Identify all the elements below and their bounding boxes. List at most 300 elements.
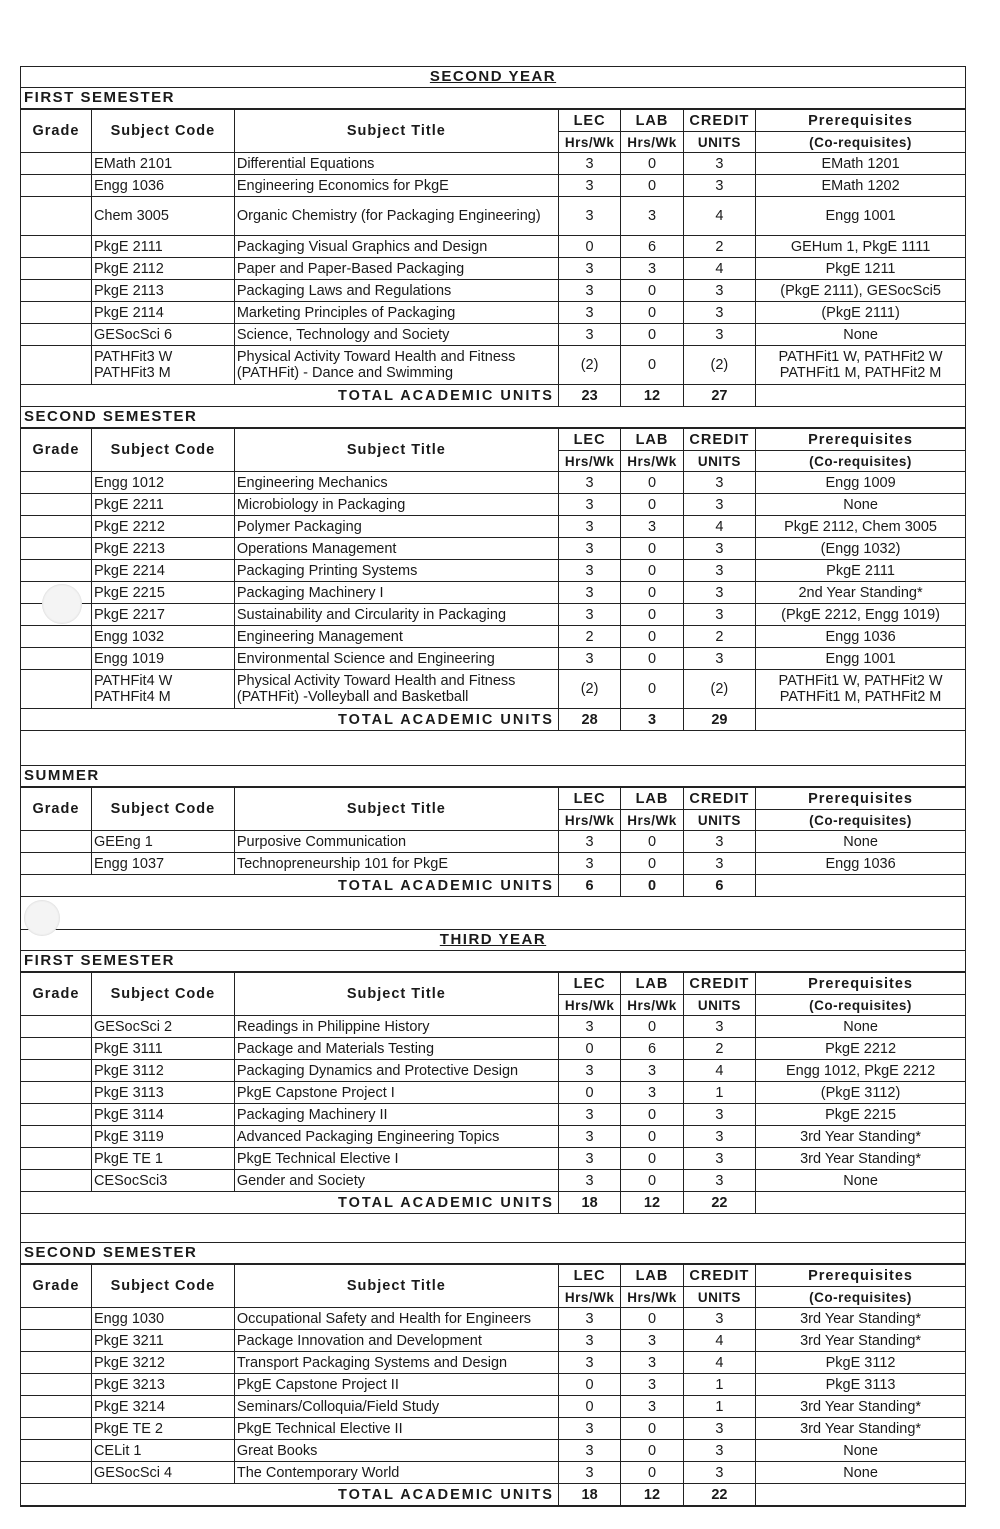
prerequisite: PATHFit1 W, PATHFit2 W — [778, 349, 943, 365]
subject-title-cell — [234, 1016, 558, 1038]
subject-title: Gender and Society — [236, 1172, 366, 1189]
lec-hours-cell: 3 — [558, 648, 620, 670]
subject-title: Packaging Machinery II — [236, 1106, 388, 1123]
total-prereq-blank — [756, 385, 965, 407]
subject-title: Paper and Paper-Based Packaging — [236, 260, 465, 277]
credit-unit-header: UNITS — [683, 451, 755, 472]
table-row — [21, 538, 965, 560]
subject-title: Packaging Machinery I — [236, 584, 384, 601]
subject-code: PkgE 2113 — [93, 282, 164, 299]
header-row — [21, 788, 965, 810]
credit-units-cell: 3 — [683, 853, 755, 875]
header-row — [21, 973, 965, 995]
subject-title: Operations Management — [236, 540, 397, 557]
credit-units-cell: 3 — [683, 538, 755, 560]
credit-unit-header: UNITS — [683, 810, 755, 831]
credit-units-cell: 3 — [683, 280, 755, 302]
lec-hours-cell: 3 — [558, 1126, 620, 1148]
subject-title: Polymer Packaging — [236, 518, 362, 535]
subject-title: Sustainability and Circularity in Packaging — [236, 606, 507, 623]
subject-title-cell — [234, 494, 558, 516]
grade-cell — [21, 1462, 91, 1484]
table-row — [21, 302, 965, 324]
grade-cell — [21, 197, 91, 236]
prerequisites-cell — [756, 1082, 965, 1104]
subject-code-header: Subject Code — [91, 1265, 234, 1308]
lab-hours-cell: 0 — [621, 302, 683, 324]
lab-unit-header: Hrs/Wk — [621, 451, 683, 472]
prerequisites-cell — [756, 472, 965, 494]
lab-hours-cell: 0 — [621, 670, 683, 709]
subject-title-cell — [234, 853, 558, 875]
credit-units-cell: 4 — [683, 1060, 755, 1082]
subject-title: Transport Packaging Systems and Design — [236, 1354, 508, 1371]
grade-cell — [21, 258, 91, 280]
grade-cell — [21, 853, 91, 875]
table-row — [21, 1038, 965, 1060]
credit-header: CREDIT — [683, 973, 755, 995]
credit-units-cell: 2 — [683, 626, 755, 648]
total-blank — [21, 709, 91, 731]
prerequisite: None — [843, 1172, 878, 1189]
grade-cell — [21, 1170, 91, 1192]
prerequisite: Engg 1001 — [825, 650, 896, 667]
credit-units-cell: 4 — [683, 1352, 755, 1374]
lec-hours-cell: 3 — [558, 175, 620, 197]
credit-units-cell: 1 — [683, 1082, 755, 1104]
lec-hours-cell: 3 — [558, 1104, 620, 1126]
prerequisite: 3rd Year Standing* — [800, 1398, 922, 1415]
lab-unit-header: Hrs/Wk — [621, 1287, 683, 1308]
prerequisites-cell — [756, 494, 965, 516]
credit-units-cell: 1 — [683, 1374, 755, 1396]
lab-hours-cell: 0 — [621, 153, 683, 175]
grade-cell — [21, 346, 91, 385]
lab-hours-cell: 3 — [621, 197, 683, 236]
grade-cell — [21, 516, 91, 538]
table-row — [21, 1016, 965, 1038]
credit-units-cell: 3 — [683, 582, 755, 604]
lab-hours-cell: 0 — [621, 1148, 683, 1170]
subject-code: PkgE 3114 — [93, 1106, 164, 1123]
table-row — [21, 258, 965, 280]
subject-title-header: Subject Title — [234, 973, 558, 1016]
total-lab: 12 — [621, 1484, 683, 1506]
subject-title: Advanced Packaging Engineering Topics — [236, 1128, 500, 1145]
lab-hours-cell: 0 — [621, 1016, 683, 1038]
total-credit: 22 — [683, 1192, 755, 1214]
course-table — [21, 972, 965, 1214]
subject-code: PATHFit4 M — [93, 689, 171, 705]
subject-code-cell — [91, 1038, 234, 1060]
subject-code-cell — [91, 1060, 234, 1082]
prerequisite: PkgE 2112, Chem 3005 — [784, 518, 937, 535]
table-row — [21, 472, 965, 494]
credit-header: CREDIT — [683, 1265, 755, 1287]
subject-title: Packaging Dynamics and Protective Design — [236, 1062, 519, 1079]
table-row — [21, 670, 965, 709]
subject-code-cell — [91, 831, 234, 853]
prerequisite: Engg 1036 — [825, 855, 896, 872]
lec-hours-cell: 3 — [558, 1170, 620, 1192]
table-row — [21, 1148, 965, 1170]
prerequisite: PATHFit1 M, PATHFit2 M — [779, 689, 942, 705]
subject-code-cell — [91, 302, 234, 324]
table-row — [21, 494, 965, 516]
grade-header: Grade — [21, 429, 91, 472]
grade-cell — [21, 1104, 91, 1126]
subject-title: Purposive Communication — [236, 833, 407, 850]
subject-title-cell — [234, 1126, 558, 1148]
total-label: TOTAL ACADEMIC UNITS — [91, 875, 558, 897]
lab-hours-cell: 0 — [621, 494, 683, 516]
credit-units-cell: (2) — [683, 346, 755, 385]
prereq-header: Prerequisites — [756, 429, 965, 451]
lab-hours-cell: 3 — [621, 1352, 683, 1374]
subject-title-cell — [234, 1038, 558, 1060]
table-row — [21, 324, 965, 346]
prereq-header: Prerequisites — [756, 110, 965, 132]
lab-hours-cell: 0 — [621, 472, 683, 494]
prerequisites-cell — [756, 1440, 965, 1462]
subject-title: Engineering Mechanics — [236, 474, 388, 491]
total-blank — [21, 385, 91, 407]
total-row — [21, 875, 965, 897]
table-row — [21, 197, 965, 236]
lab-hours-cell: 0 — [621, 853, 683, 875]
table-row — [21, 853, 965, 875]
grade-cell — [21, 236, 91, 258]
grade-cell — [21, 280, 91, 302]
lab-unit-header: Hrs/Wk — [621, 810, 683, 831]
subject-code-cell — [91, 853, 234, 875]
credit-units-cell: 4 — [683, 516, 755, 538]
subject-code-cell — [91, 538, 234, 560]
prerequisites-cell — [756, 1060, 965, 1082]
prerequisites-cell — [756, 1418, 965, 1440]
lec-header: LEC — [558, 110, 620, 132]
grade-cell — [21, 648, 91, 670]
subject-code: GESocSci 6 — [93, 326, 173, 343]
prerequisite: PkgE 3113 — [825, 1376, 896, 1393]
grade-header: Grade — [21, 973, 91, 1016]
semester-title: FIRST SEMESTER — [21, 951, 965, 972]
lec-hours-cell: 3 — [558, 258, 620, 280]
lab-hours-cell: 0 — [621, 324, 683, 346]
table-row — [21, 1170, 965, 1192]
total-lec: 18 — [558, 1484, 620, 1506]
total-prereq-blank — [756, 709, 965, 731]
subject-code-cell — [91, 1082, 234, 1104]
lec-hours-cell: 3 — [558, 1462, 620, 1484]
subject-code-cell — [91, 1352, 234, 1374]
table-row — [21, 1418, 965, 1440]
grade-cell — [21, 1418, 91, 1440]
punch-hole — [24, 900, 60, 936]
lab-hours-cell: 6 — [621, 1038, 683, 1060]
table-row — [21, 153, 965, 175]
credit-units-cell: 3 — [683, 494, 755, 516]
credit-units-cell: 3 — [683, 1418, 755, 1440]
lec-hours-cell: 3 — [558, 604, 620, 626]
subject-code-cell — [91, 670, 234, 709]
prerequisites-cell — [756, 604, 965, 626]
total-blank — [21, 1192, 91, 1214]
table-row — [21, 175, 965, 197]
lec-hours-cell: 3 — [558, 582, 620, 604]
semester-title: SECOND SEMESTER — [21, 407, 965, 428]
subject-code: PkgE 2211 — [93, 496, 164, 513]
total-lab: 3 — [621, 709, 683, 731]
subject-code: PkgE 2114 — [93, 304, 164, 321]
grade-cell — [21, 302, 91, 324]
total-label: TOTAL ACADEMIC UNITS — [91, 1192, 558, 1214]
subject-code: PkgE 3111 — [93, 1040, 163, 1057]
lec-hours-cell: 3 — [558, 1440, 620, 1462]
prereq-sub-header: (Co-requisites) — [756, 810, 965, 831]
prereq-sub-header: (Co-requisites) — [756, 995, 965, 1016]
subject-code-cell — [91, 1462, 234, 1484]
lec-hours-cell: 3 — [558, 1060, 620, 1082]
lec-header: LEC — [558, 788, 620, 810]
subject-code-cell — [91, 560, 234, 582]
year-title: THIRD YEAR — [21, 930, 965, 951]
total-lec: 6 — [558, 875, 620, 897]
credit-units-cell: 3 — [683, 1104, 755, 1126]
subject-title-cell — [234, 258, 558, 280]
lab-hours-cell: 3 — [621, 516, 683, 538]
table-row — [21, 1308, 965, 1330]
subject-code-cell — [91, 1440, 234, 1462]
grade-cell — [21, 626, 91, 648]
total-row — [21, 385, 965, 407]
prerequisites-cell — [756, 582, 965, 604]
total-credit: 22 — [683, 1484, 755, 1506]
lec-hours-cell: 3 — [558, 516, 620, 538]
subject-code: PkgE 2212 — [93, 518, 165, 535]
subject-title-header: Subject Title — [234, 429, 558, 472]
subject-title: (PATHFit) - Dance and Swimming — [236, 365, 454, 381]
course-table — [21, 428, 965, 731]
prerequisites-cell — [756, 280, 965, 302]
table-row — [21, 648, 965, 670]
prerequisite: None — [843, 326, 878, 343]
subject-code-cell — [91, 582, 234, 604]
prerequisite: PkgE 1211 — [825, 260, 896, 277]
subject-code: PkgE TE 2 — [93, 1420, 163, 1437]
table-row — [21, 1440, 965, 1462]
header-row — [21, 1265, 965, 1287]
subject-code: PATHFit3 M — [93, 365, 171, 381]
subject-title: Physical Activity Toward Health and Fitness — [236, 673, 516, 689]
table-row — [21, 1082, 965, 1104]
prerequisites-cell — [756, 648, 965, 670]
subject-code-cell — [91, 1396, 234, 1418]
lab-hours-cell: 0 — [621, 1418, 683, 1440]
subject-title: Engineering Management — [236, 628, 403, 645]
lab-hours-cell: 0 — [621, 1440, 683, 1462]
grade-cell — [21, 1126, 91, 1148]
lec-hours-cell: 3 — [558, 324, 620, 346]
subject-title: Differential Equations — [236, 155, 375, 172]
lab-header: LAB — [621, 973, 683, 995]
prerequisite: 2nd Year Standing* — [798, 584, 923, 601]
lec-unit-header: Hrs/Wk — [558, 132, 620, 153]
grade-cell — [21, 153, 91, 175]
prereq-header: Prerequisites — [756, 973, 965, 995]
lec-unit-header: Hrs/Wk — [558, 451, 620, 472]
header-row — [21, 110, 965, 132]
credit-units-cell: 3 — [683, 648, 755, 670]
lab-hours-cell: 0 — [621, 582, 683, 604]
lec-hours-cell: 3 — [558, 280, 620, 302]
lec-hours-cell: 3 — [558, 153, 620, 175]
credit-units-cell: 4 — [683, 1330, 755, 1352]
subject-code: CELit 1 — [93, 1442, 142, 1459]
subject-title: Packaging Printing Systems — [236, 562, 418, 579]
semester-title: FIRST SEMESTER — [21, 88, 965, 109]
total-lec: 23 — [558, 385, 620, 407]
grade-cell — [21, 670, 91, 709]
total-label: TOTAL ACADEMIC UNITS — [91, 385, 558, 407]
lab-hours-cell: 0 — [621, 1462, 683, 1484]
prerequisites-cell — [756, 1396, 965, 1418]
subject-title-cell — [234, 604, 558, 626]
semester-title: SUMMER — [21, 766, 965, 787]
lab-hours-cell: 3 — [621, 1082, 683, 1104]
prerequisites-cell — [756, 236, 965, 258]
prerequisite: None — [843, 833, 878, 850]
lab-hours-cell: 0 — [621, 831, 683, 853]
table-row — [21, 1352, 965, 1374]
lab-hours-cell: 3 — [621, 1396, 683, 1418]
total-blank — [21, 1484, 91, 1506]
table-row — [21, 1330, 965, 1352]
section-gap — [21, 731, 965, 766]
subject-title: Science, Technology and Society — [236, 326, 450, 343]
prerequisites-cell — [756, 516, 965, 538]
lab-hours-cell: 6 — [621, 236, 683, 258]
subject-code: CESocSci3 — [93, 1172, 168, 1189]
lab-hours-cell: 0 — [621, 1308, 683, 1330]
lab-hours-cell: 0 — [621, 604, 683, 626]
lec-unit-header: Hrs/Wk — [558, 1287, 620, 1308]
subject-code-cell — [91, 280, 234, 302]
subject-title-cell — [234, 831, 558, 853]
lab-hours-cell: 3 — [621, 1330, 683, 1352]
lec-hours-cell: 3 — [558, 831, 620, 853]
total-row — [21, 1484, 965, 1506]
total-lab: 12 — [621, 385, 683, 407]
section-gap — [21, 897, 965, 930]
prerequisites-cell — [756, 853, 965, 875]
lab-hours-cell: 0 — [621, 538, 683, 560]
subject-title-cell — [234, 153, 558, 175]
lec-hours-cell: 0 — [558, 236, 620, 258]
lec-header: LEC — [558, 429, 620, 451]
subject-title-cell — [234, 236, 558, 258]
subject-title-cell — [234, 175, 558, 197]
lec-hours-cell: 3 — [558, 1352, 620, 1374]
prerequisite: 3rd Year Standing* — [800, 1310, 922, 1327]
lab-hours-cell: 0 — [621, 1170, 683, 1192]
table-row — [21, 516, 965, 538]
prereq-sub-header: (Co-requisites) — [756, 451, 965, 472]
prerequisite: None — [843, 1464, 878, 1481]
subject-code-cell — [91, 648, 234, 670]
subject-code: PkgE 2213 — [93, 540, 165, 557]
grade-cell — [21, 560, 91, 582]
subject-code-cell — [91, 1126, 234, 1148]
subject-code: PkgE 3214 — [93, 1398, 165, 1415]
table-row — [21, 346, 965, 385]
total-lec: 28 — [558, 709, 620, 731]
prerequisites-cell — [756, 1374, 965, 1396]
subject-title-cell — [234, 670, 558, 709]
lab-hours-cell: 0 — [621, 1104, 683, 1126]
subject-title-cell — [234, 1352, 558, 1374]
subject-title-cell — [234, 1396, 558, 1418]
lec-hours-cell: 3 — [558, 560, 620, 582]
prerequisite: None — [843, 1018, 878, 1035]
lec-unit-header: Hrs/Wk — [558, 810, 620, 831]
prerequisites-cell — [756, 670, 965, 709]
subject-title-cell — [234, 648, 558, 670]
subject-code-cell — [91, 175, 234, 197]
header-row — [21, 429, 965, 451]
subject-code: PkgE 2214 — [93, 562, 165, 579]
subject-code: PkgE 3212 — [93, 1354, 165, 1371]
subject-title: Organic Chemistry (for Packaging Engineering) — [236, 208, 541, 224]
lec-hours-cell: 3 — [558, 1330, 620, 1352]
lab-unit-header: Hrs/Wk — [621, 132, 683, 153]
credit-units-cell: 1 — [683, 1396, 755, 1418]
grade-cell — [21, 1330, 91, 1352]
lab-hours-cell: 0 — [621, 648, 683, 670]
punch-hole — [42, 584, 82, 624]
subject-code: Engg 1036 — [93, 177, 165, 194]
grade-cell — [21, 324, 91, 346]
section-gap — [21, 1214, 965, 1243]
table-row — [21, 280, 965, 302]
subject-title-cell — [234, 1104, 558, 1126]
subject-code: Engg 1030 — [93, 1310, 165, 1327]
subject-title-cell — [234, 1462, 558, 1484]
subject-code-cell — [91, 153, 234, 175]
subject-title: Environmental Science and Engineering — [236, 650, 495, 667]
subject-title: Technopreneurship 101 for PkgE — [236, 855, 449, 872]
subject-code-cell — [91, 197, 234, 236]
subject-title: The Contemporary World — [236, 1464, 400, 1481]
subject-code: Engg 1012 — [93, 474, 165, 491]
prerequisite: 3rd Year Standing* — [800, 1332, 922, 1349]
subject-code: PkgE 3113 — [93, 1084, 164, 1101]
subject-code-cell — [91, 324, 234, 346]
total-lec: 18 — [558, 1192, 620, 1214]
subject-code-cell — [91, 258, 234, 280]
grade-cell — [21, 1352, 91, 1374]
total-prereq-blank — [756, 1192, 965, 1214]
subject-title-header: Subject Title — [234, 110, 558, 153]
prerequisites-cell — [756, 1308, 965, 1330]
lab-hours-cell: 3 — [621, 258, 683, 280]
total-row — [21, 1192, 965, 1214]
credit-units-cell: 3 — [683, 1126, 755, 1148]
subject-title: PkgE Technical Elective I — [236, 1150, 399, 1167]
subject-code: PkgE 2112 — [93, 260, 164, 277]
grade-header: Grade — [21, 788, 91, 831]
credit-header: CREDIT — [683, 788, 755, 810]
